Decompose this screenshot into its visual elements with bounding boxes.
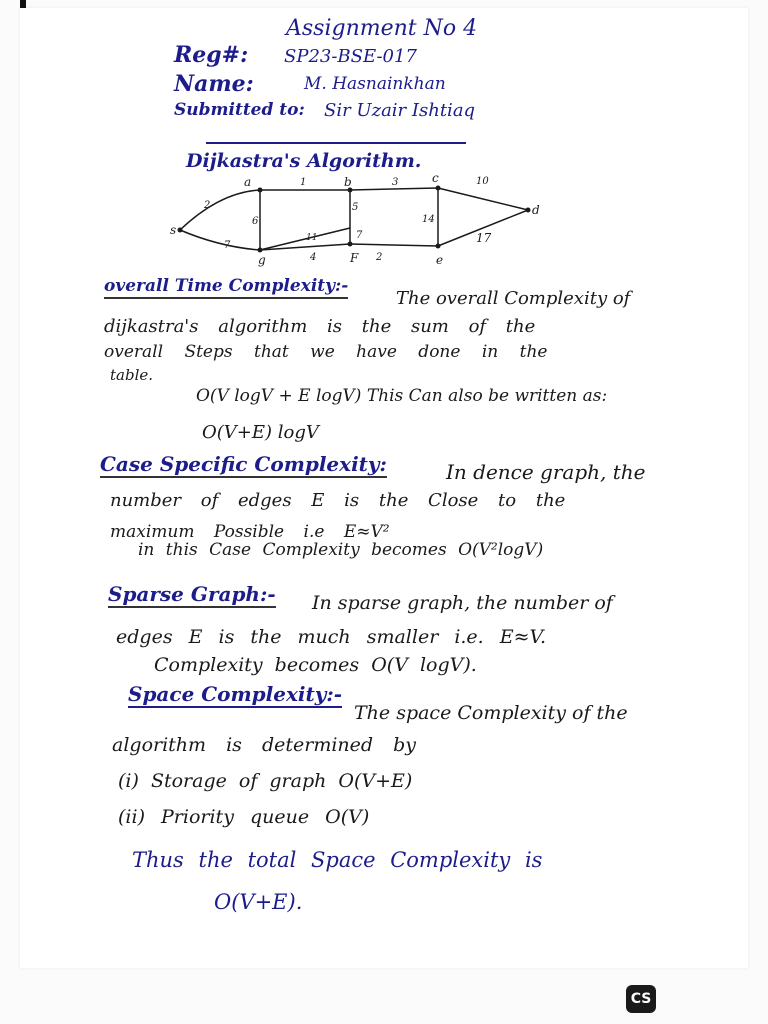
space-line-1: The space Complexity of the bbox=[354, 702, 628, 724]
space-item-2: (ii) Priority queue O(V) bbox=[118, 806, 370, 828]
node-label-F: F bbox=[350, 251, 359, 265]
node-label-s: s bbox=[170, 223, 177, 237]
case-heading: Case Specific Complexity: bbox=[100, 452, 387, 476]
diagram-title: Dijkastra's Algorithm. bbox=[186, 150, 422, 172]
sparse-line-1: In sparse graph, the number of bbox=[312, 592, 613, 614]
node-label-g: g bbox=[258, 253, 266, 267]
submitted-label: Submitted to: bbox=[174, 100, 305, 120]
overall-line-4: table. bbox=[110, 366, 154, 384]
node-dot-e bbox=[436, 244, 441, 249]
edge-c-d bbox=[438, 188, 528, 210]
overall-formula-2: O(V+E) logV bbox=[202, 422, 319, 443]
node-label-b: b bbox=[344, 175, 352, 189]
space-item-1: (i) Storage of graph O(V+E) bbox=[118, 770, 413, 792]
edge-b-c bbox=[350, 188, 438, 190]
weight-b-F: 5 bbox=[352, 202, 359, 213]
weight-b-c: 3 bbox=[392, 177, 399, 188]
graph-diagram bbox=[160, 172, 560, 272]
edge-F-e bbox=[350, 244, 438, 246]
overall-formula-1: O(V logV + E logV) This Can also be written as: bbox=[196, 386, 608, 406]
case-line-1: In dence graph, the bbox=[446, 460, 646, 484]
edge-s-a bbox=[180, 190, 260, 230]
weight-s-g: 7 bbox=[224, 240, 231, 251]
space-line-4: O(V+E). bbox=[214, 890, 303, 914]
weight-c-e: 14 bbox=[422, 214, 435, 225]
reg-label: Reg#: bbox=[174, 42, 249, 68]
weight-a-b: 1 bbox=[300, 177, 307, 188]
node-dot-a bbox=[258, 188, 263, 193]
weight-s-a: 2 bbox=[204, 200, 211, 211]
name-value: M. Hasnainkhan bbox=[304, 74, 446, 94]
sparse-line-2: edges E is the much smaller i.e. E≈V. bbox=[116, 626, 546, 648]
case-line-4: in this Case Complexity becomes O(V²logV) bbox=[138, 540, 544, 560]
camscanner-badge: CS bbox=[626, 985, 656, 1013]
space-line-3: Thus the total Space Complexity is bbox=[132, 848, 543, 872]
overall-line-1: The overall Complexity of bbox=[396, 288, 631, 309]
space-heading: Space Complexity:- bbox=[128, 682, 343, 706]
weight-F-e: 2 bbox=[376, 252, 383, 263]
overall-line-2: dijkastra's algorithm is the sum of the bbox=[104, 316, 536, 337]
node-label-d: d bbox=[532, 203, 540, 217]
space-line-2: algorithm is determined by bbox=[112, 734, 417, 756]
sparse-line-3: Complexity becomes O(V logV). bbox=[154, 654, 477, 676]
case-line-2: number of edges E is the Close to the bbox=[110, 490, 566, 511]
weight-a-g: 6 bbox=[252, 216, 259, 227]
weight-g-b: 11 bbox=[306, 233, 318, 243]
header-divider bbox=[206, 142, 466, 144]
weight-g-F: 4 bbox=[310, 252, 317, 263]
name-label: Name: bbox=[174, 71, 254, 97]
node-dot-d bbox=[526, 208, 531, 213]
sparse-heading: Sparse Graph:- bbox=[108, 582, 276, 606]
reg-value: SP23-BSE-017 bbox=[284, 46, 417, 67]
weight-F-mid: 7 bbox=[356, 230, 363, 241]
node-dot-F bbox=[348, 242, 353, 247]
node-label-a: a bbox=[244, 175, 252, 189]
submitted-value: Sir Uzair Ishtiaq bbox=[324, 100, 476, 121]
overall-line-3: overall Steps that we have done in the bbox=[104, 342, 548, 362]
weight-e-d: 17 bbox=[476, 231, 492, 245]
edge-s-g bbox=[180, 230, 260, 250]
node-label-c: c bbox=[432, 172, 439, 185]
node-label-e: e bbox=[436, 253, 444, 267]
weight-c-d: 10 bbox=[476, 176, 489, 187]
assignment-title: Assignment No 4 bbox=[286, 16, 478, 41]
node-dot-g bbox=[258, 248, 263, 253]
node-dot-c bbox=[436, 186, 441, 191]
overall-heading: overall Time Complexity:- bbox=[104, 278, 348, 299]
case-line-3: maximum Possible i.e E≈V² bbox=[110, 522, 390, 542]
node-dot-s bbox=[178, 228, 183, 233]
